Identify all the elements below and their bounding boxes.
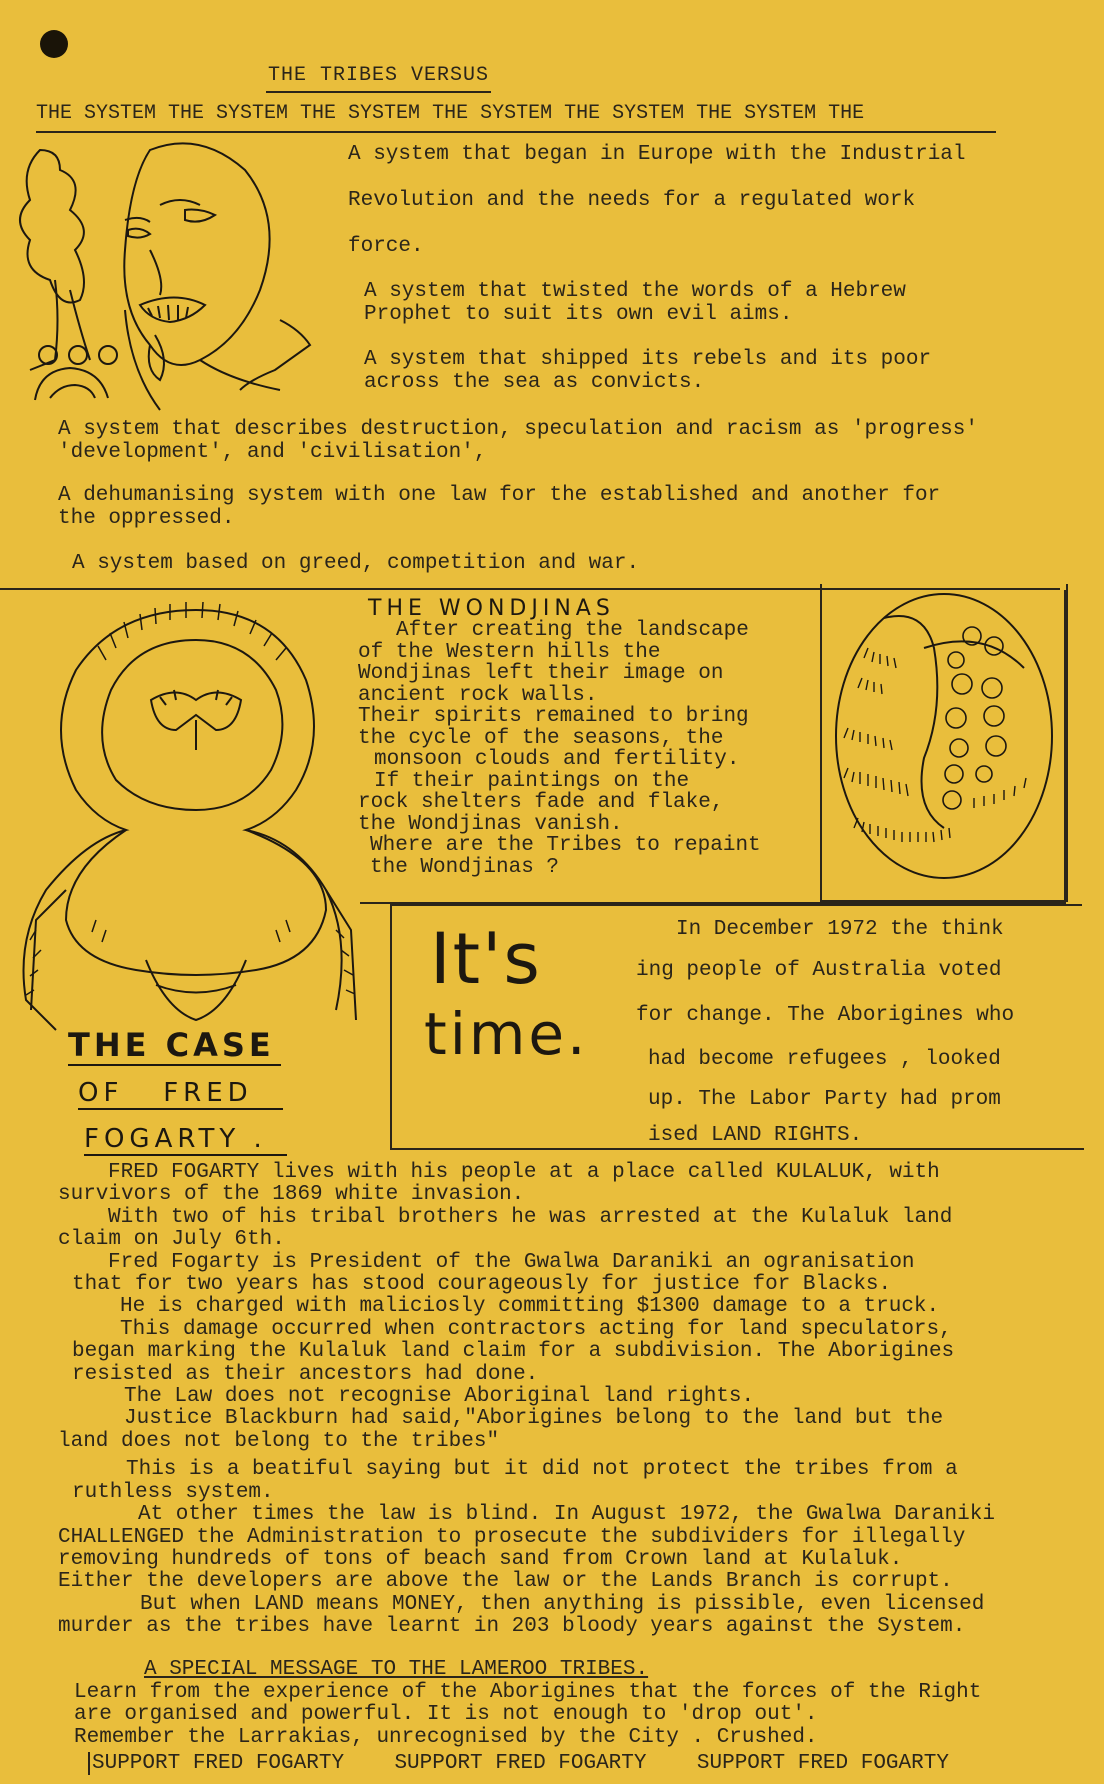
text-line: ised LAND RIGHTS.: [648, 1124, 863, 1147]
text-line: Where are the Tribes to repaint: [370, 834, 761, 857]
text-line: survivors of the 1869 white invasion.: [58, 1183, 525, 1207]
text-line: Either the developers are above the law or the Lands Branch is corrupt.: [58, 1570, 953, 1594]
text-line: of the Western hills the: [358, 640, 661, 664]
text-line: Revolution and the needs for a regulated work: [348, 189, 916, 212]
text-line: for change. The Aborigines who: [636, 1004, 1015, 1027]
text-line: With two of his tribal brothers he was arrested at the Kulaluk land: [108, 1205, 953, 1229]
text-line: ruthless system.: [72, 1480, 274, 1504]
support-fred-fogarty-line: SUPPORT FRED FOGARTY SUPPORT FRED FOGARTY SUPPORT FRED FOGARTY: [88, 1752, 949, 1775]
text-line: rock shelters fade and flake,: [358, 791, 724, 814]
text-line: Wondjinas left their image on: [358, 662, 724, 685]
its-time-heading-line-2: time.: [424, 1000, 589, 1068]
text-line: the oppressed.: [58, 507, 235, 530]
punch-hole: [40, 30, 68, 58]
text-line: claim on July 6th.: [58, 1228, 285, 1252]
text-line: Remember the Larrakias, unrecognised by the City . Crushed.: [74, 1725, 818, 1749]
text-line: At other times the law is blind. In August 1972, the Gwalwa Daraniki: [138, 1503, 995, 1527]
caricature-face-drawing: [0, 130, 340, 430]
text-line: He is charged with maliciosly committing $1300 damage to a truck.: [120, 1295, 940, 1319]
text-line: Prophet to suit its own evil aims.: [364, 303, 793, 326]
text-line: Their spirits remained to bring: [358, 705, 749, 728]
text-line: force.: [348, 235, 424, 258]
headline-system-banner: THE SYSTEM THE SYSTEM THE SYSTEM THE SYSTEM THE SYSTEM THE SYSTEM THE: [36, 102, 996, 133]
special-message-heading: A SPECIAL MESSAGE TO THE LAMEROO TRIBES.: [144, 1658, 649, 1681]
text-line: CHALLENGED the Administration to prosecute the subdividers for illegally: [58, 1525, 966, 1549]
text-line: Fred Fogarty is President of the Gwalwa Daraniki an ogranisation: [108, 1250, 915, 1274]
text-line: land does not belong to the tribes": [58, 1429, 500, 1453]
case-heading-line-2: OF FRED: [78, 1078, 283, 1110]
headline-title: THE TRIBES VERSUS: [266, 64, 491, 93]
text-line: up. The Labor Party had prom: [648, 1088, 1001, 1111]
system-paragraph-4: [58, 418, 978, 464]
text-line: A system that twisted the words of a Hebrew: [364, 280, 906, 303]
text-line: the cycle of the seasons, the: [358, 726, 724, 750]
text-line: ancient rock walls.: [358, 683, 598, 707]
text-line: removing hundreds of tons of beach sand from Crown land at Kulaluk.: [58, 1547, 903, 1571]
text-line: had become refugees , looked: [648, 1048, 1001, 1071]
text-line: began marking the Kulaluk land claim for a subdivision. The Aborigines: [72, 1340, 955, 1364]
system-paragraph-1: [348, 132, 966, 270]
text-line: resisted as their ancestors had done.: [72, 1362, 539, 1386]
text-line: Learn from the experience of the Aborigines that the forces of the Right: [74, 1681, 982, 1704]
wondjina-figure-drawing: [6, 590, 366, 1070]
text-line: After creating the landscape: [396, 619, 749, 642]
text-line: If their paintings on the: [374, 769, 690, 793]
special-message-text: [74, 1682, 981, 1749]
its-time-heading-line-1: It's: [430, 918, 542, 1000]
case-heading-line-3: FOGARTY .: [84, 1124, 287, 1156]
system-paragraph-3: [364, 348, 931, 394]
system-paragraph-5: [58, 484, 940, 530]
text-line: murder as the tribes have learnt in 203 bloody years against the System.: [58, 1615, 966, 1639]
text-line: monsoon clouds and fertility.: [374, 748, 740, 771]
text-line: This is a beatiful saying but it did not protect the tribes from a: [126, 1458, 958, 1482]
text-line: that for two years has stood courageously for justice for Blacks.: [72, 1273, 892, 1297]
text-line: The Law does not recognise Aboriginal land rights.: [124, 1385, 755, 1409]
text-line: are organised and powerful. It is not enough to 'drop out'.: [74, 1703, 818, 1727]
text-line: This damage occurred when contractors acting for land speculators,: [120, 1317, 952, 1341]
text-line: But when LAND means MONEY, then anything is pissible, even licensed: [140, 1592, 985, 1616]
its-time-text: [636, 912, 1014, 1154]
rock-art-oval-drawing: [824, 588, 1064, 888]
text-line: across the sea as convicts.: [364, 371, 705, 394]
wondjinas-heading: THE WONDJINAS: [368, 596, 615, 621]
text-line: A system that shipped its rebels and its poor: [364, 348, 932, 371]
wondjinas-text: [358, 620, 761, 878]
system-paragraph-2: [364, 280, 906, 326]
text-line: Justice Blackburn had said,"Aborigines belong to the land but the: [124, 1407, 944, 1431]
text-line: A system that describes destruction, speculation and racism as 'progress': [58, 418, 978, 441]
text-line: the Wondjinas ?: [370, 855, 560, 879]
system-paragraph-6: A system based on greed, competition and war.: [72, 552, 640, 575]
text-line: ing people of Australia voted: [636, 959, 1002, 982]
text-line: the Wondjinas vanish.: [358, 812, 623, 836]
case-heading-line-1: THE CASE: [68, 1026, 281, 1066]
text-line: A dehumanising system with one law for the established and another for: [58, 484, 941, 507]
text-line: FRED FOGARTY lives with his people at a place called KULALUK, with: [108, 1161, 940, 1184]
text-line: A system that began in Europe with the Industrial: [348, 143, 966, 166]
text-line: In December 1972 the think: [676, 918, 1004, 941]
text-line: 'development', and 'civilisation',: [58, 441, 487, 464]
case-body-text: [58, 1162, 995, 1639]
